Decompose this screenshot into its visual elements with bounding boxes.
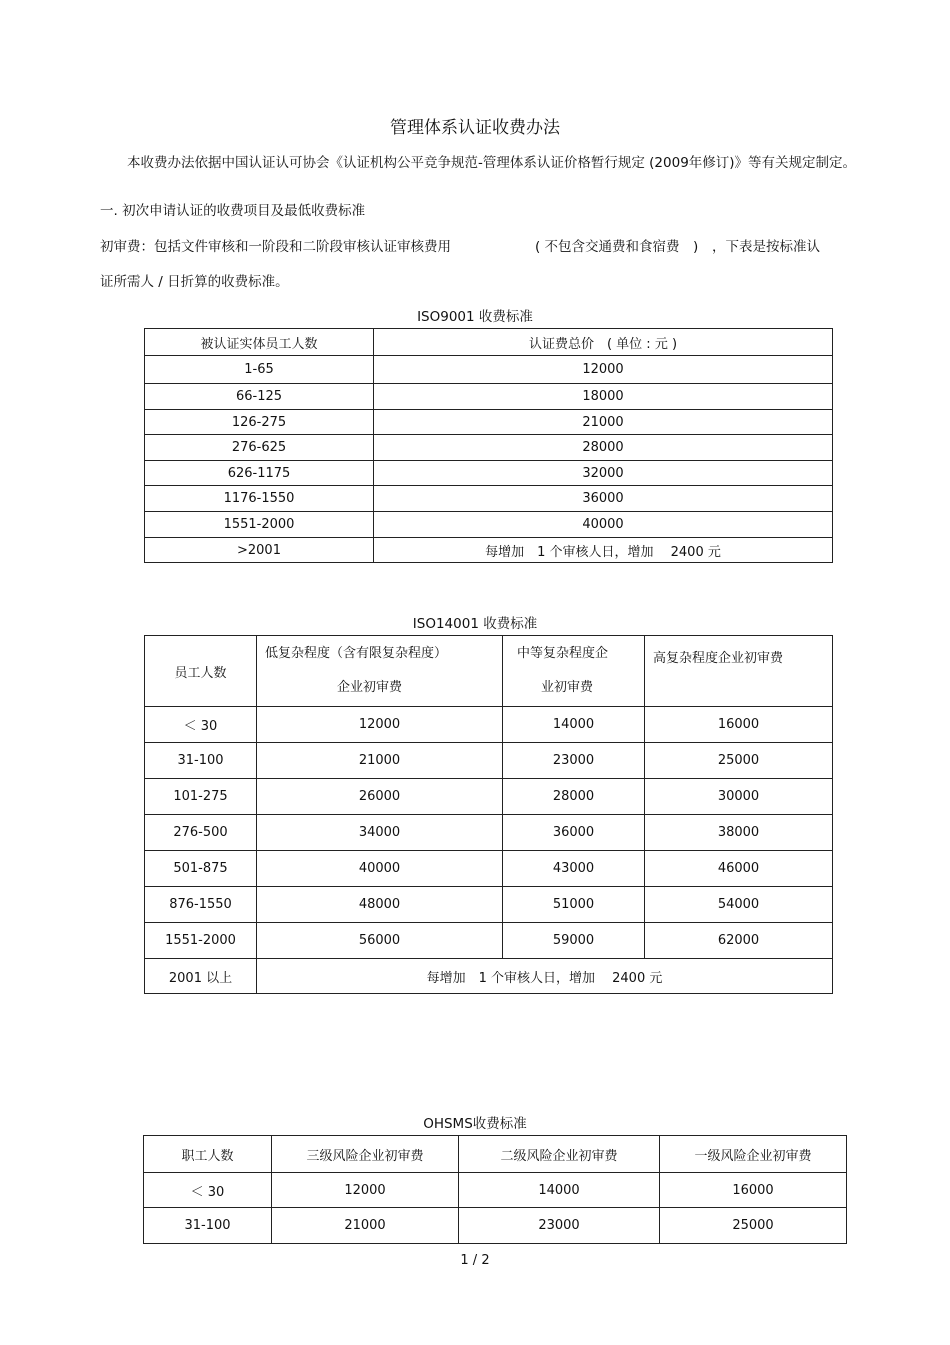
table-row xyxy=(145,887,833,923)
page-title: 管理体系认证收费办法 xyxy=(390,118,560,138)
header-line: 低复杂程度（含有限复杂程度） xyxy=(265,646,448,661)
table-cell: 34000 xyxy=(257,815,503,851)
table1-caption: ISO9001 收费标准 xyxy=(417,309,533,325)
header-cell: 员工人数 xyxy=(145,636,257,707)
table-cell: 21000 xyxy=(272,1208,459,1244)
iso9001-fee-table xyxy=(144,328,833,563)
table-cell: 12000 xyxy=(272,1173,459,1208)
table-cell: 501-875 xyxy=(145,851,257,887)
header-line: 中等复杂程度企 xyxy=(517,646,609,661)
table-header-row xyxy=(145,636,833,707)
table-cell: 54000 xyxy=(645,887,833,923)
table-cell: 51000 xyxy=(503,887,645,923)
table-cell: 26000 xyxy=(257,779,503,815)
table-cell: 12000 xyxy=(374,356,833,384)
table-cell: 2001 以上 xyxy=(145,959,257,994)
table-cell: 1551-2000 xyxy=(145,923,257,959)
table-row xyxy=(145,461,833,486)
table-cell: 16000 xyxy=(660,1173,847,1208)
table-cell: 28000 xyxy=(374,435,833,461)
table-row xyxy=(145,959,833,994)
table-cell: 56000 xyxy=(257,923,503,959)
table-row xyxy=(145,435,833,461)
header-line: 业初审费 xyxy=(541,680,594,695)
table-row xyxy=(144,1208,847,1244)
header-cell xyxy=(257,636,503,707)
table-header-row xyxy=(144,1136,847,1173)
table-cell: 31-100 xyxy=(145,743,257,779)
table-row xyxy=(145,815,833,851)
table-row xyxy=(145,410,833,435)
header-cell: 被认证实体员工人数 xyxy=(145,329,374,356)
header-cell: 认证费总价 ( 单位 : 元 ) xyxy=(374,329,833,356)
table-cell: 62000 xyxy=(645,923,833,959)
table-cell: 25000 xyxy=(660,1208,847,1244)
table-row xyxy=(145,707,833,743)
table-cell: 1551-2000 xyxy=(145,512,374,538)
intro-paragraph: 本收费办法依据中国认证认可协会《认证机构公平竞争规范-管理体系认证价格暂行规定 (2009年修订)》等有关规定制定。 xyxy=(127,155,857,171)
iso14001-fee-table xyxy=(144,635,833,994)
table-row xyxy=(145,512,833,538)
table-cell: >2001 xyxy=(145,538,374,563)
table-cell: 18000 xyxy=(374,384,833,410)
table-cell: 38000 xyxy=(645,815,833,851)
table-cell: 59000 xyxy=(503,923,645,959)
table-cell: 25000 xyxy=(645,743,833,779)
table-cell: ＜ 30 xyxy=(144,1173,272,1208)
table-cell: 32000 xyxy=(374,461,833,486)
table-row xyxy=(145,384,833,410)
table-cell: 276-500 xyxy=(145,815,257,851)
table-cell: 23000 xyxy=(459,1208,660,1244)
table-row xyxy=(145,923,833,959)
table-cell: 16000 xyxy=(645,707,833,743)
table-cell: 876-1550 xyxy=(145,887,257,923)
table-cell: 66-125 xyxy=(145,384,374,410)
ohsms-fee-table xyxy=(143,1135,847,1244)
fee-description-tail: ，下表是按标准认 xyxy=(712,239,820,255)
header-cell: 二级风险企业初审费 xyxy=(459,1136,660,1173)
table-cell: 每增加 1 个审核人日，增加 2400 元 xyxy=(257,959,833,994)
table-cell: 每增加 1 个审核人日，增加 2400 元 xyxy=(374,538,833,563)
table-row xyxy=(145,486,833,512)
table-cell: 30000 xyxy=(645,779,833,815)
table-cell: 626-1175 xyxy=(145,461,374,486)
table-cell: 48000 xyxy=(257,887,503,923)
header-cell xyxy=(503,636,645,707)
table-cell: 31-100 xyxy=(144,1208,272,1244)
fee-description: 初审费：包括文件审核和一阶段和二阶段审核认证审核费用 xyxy=(100,239,451,255)
table-cell: 21000 xyxy=(257,743,503,779)
table-cell: 36000 xyxy=(503,815,645,851)
table-cell: 46000 xyxy=(645,851,833,887)
header-cell: 一级风险企业初审费 xyxy=(660,1136,847,1173)
table-row xyxy=(144,1173,847,1208)
table-row xyxy=(145,743,833,779)
table-cell: 14000 xyxy=(459,1173,660,1208)
table-cell: 43000 xyxy=(503,851,645,887)
table-row xyxy=(145,779,833,815)
table-cell: 1176-1550 xyxy=(145,486,374,512)
table-cell: 40000 xyxy=(257,851,503,887)
header-line: 企业初审费 xyxy=(337,680,403,695)
header-cell: 高复杂程度企业初审费 xyxy=(645,636,833,707)
table3-caption: OHSMS收费标准 xyxy=(423,1116,527,1132)
header-cell: 职工人数 xyxy=(144,1136,272,1173)
table-cell: 21000 xyxy=(374,410,833,435)
table-cell: 276-625 xyxy=(145,435,374,461)
table2-caption: ISO14001 收费标准 xyxy=(412,616,538,632)
section-heading: 一. 初次申请认证的收费项目及最低收费标准 xyxy=(100,203,366,219)
table-header-row xyxy=(145,329,833,356)
table-row xyxy=(145,356,833,384)
table-cell: 36000 xyxy=(374,486,833,512)
table-cell: 1-65 xyxy=(145,356,374,384)
header-cell: 三级风险企业初审费 xyxy=(272,1136,459,1173)
table-cell: 101-275 xyxy=(145,779,257,815)
table-cell: 14000 xyxy=(503,707,645,743)
fee-description-continued: 证所需人 / 日折算的收费标准。 xyxy=(100,274,289,290)
table-cell: 126-275 xyxy=(145,410,374,435)
page-number: 1 / 2 xyxy=(460,1253,490,1268)
table-cell: 28000 xyxy=(503,779,645,815)
table-cell: 23000 xyxy=(503,743,645,779)
fee-exclusion-note: ( 不包含交通费和食宿费 ) xyxy=(535,239,699,255)
table-cell: 12000 xyxy=(257,707,503,743)
table-row xyxy=(145,538,833,563)
table-cell: 40000 xyxy=(374,512,833,538)
table-cell: ＜ 30 xyxy=(145,707,257,743)
table-row xyxy=(145,851,833,887)
